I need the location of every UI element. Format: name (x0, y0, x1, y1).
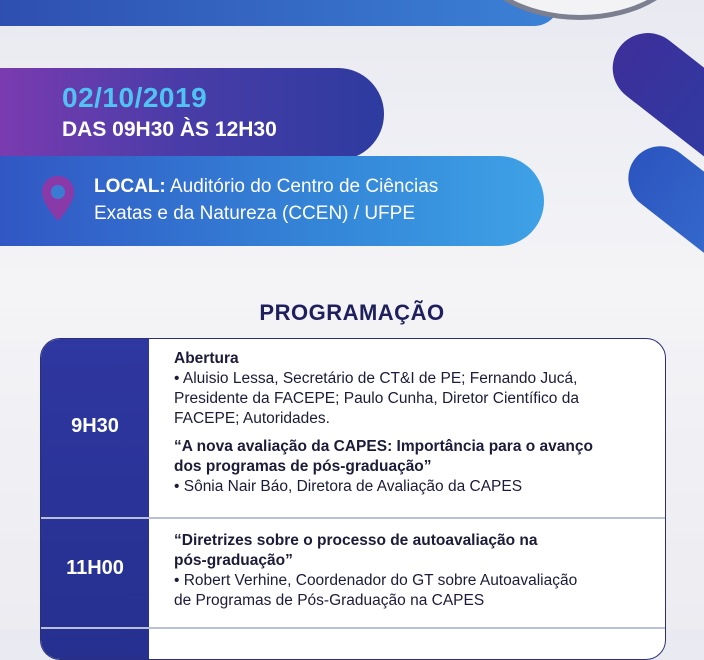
row-content-2 (174, 531, 654, 611)
map-pin-icon (40, 174, 76, 224)
top-banner (0, 0, 560, 26)
event-date: 02/10/2019 (62, 82, 208, 113)
row-time-2: 11H00 (66, 557, 124, 579)
event-time: DAS 09H30 ÀS 12H30 (62, 118, 277, 141)
location-value-1: Auditório do Centro de Ciências (170, 176, 439, 197)
location-line-2: Exatas e da Natureza (CCEN) / UFPE (94, 203, 415, 224)
time-column (41, 339, 149, 659)
item-heading: “A nova avaliação da CAPES: Importância para o avanço (174, 438, 593, 455)
item-line: FACEPE; Autoridades. (174, 410, 330, 427)
item-line: • Sônia Nair Báo, Diretora de Avaliação da CAPES (174, 478, 523, 495)
row-divider (41, 627, 665, 629)
item-heading: Abertura (174, 350, 239, 367)
item-line: • Aluisio Lessa, Secretário de CT&I de PE; Fernando Jucá, (174, 370, 578, 387)
program-title: PROGRAMAÇÃO (259, 300, 445, 325)
row-time-1: 9H30 (71, 415, 119, 437)
item-heading: “Diretrizes sobre o processo de autoavaliação na (174, 532, 538, 549)
item-line: • Robert Verhine, Coordenador do GT sobre Autoavaliação (174, 572, 578, 589)
location-label: LOCAL: (94, 176, 166, 197)
item-heading: pós-graduação” (174, 552, 293, 569)
location-line-1 (94, 176, 438, 198)
row-content-1 (174, 349, 654, 497)
decorative-pill-blue (615, 133, 704, 300)
program-table (40, 338, 666, 660)
item-line: de Programas de Pós-Graduação na CAPES (174, 592, 485, 609)
item-heading: dos programas de pós-graduação” (174, 458, 432, 475)
row-divider (41, 517, 665, 519)
location-banner (0, 156, 544, 246)
item-line: Presidente da FACEPE; Paulo Cunha, Diretor Científico da (174, 390, 579, 407)
